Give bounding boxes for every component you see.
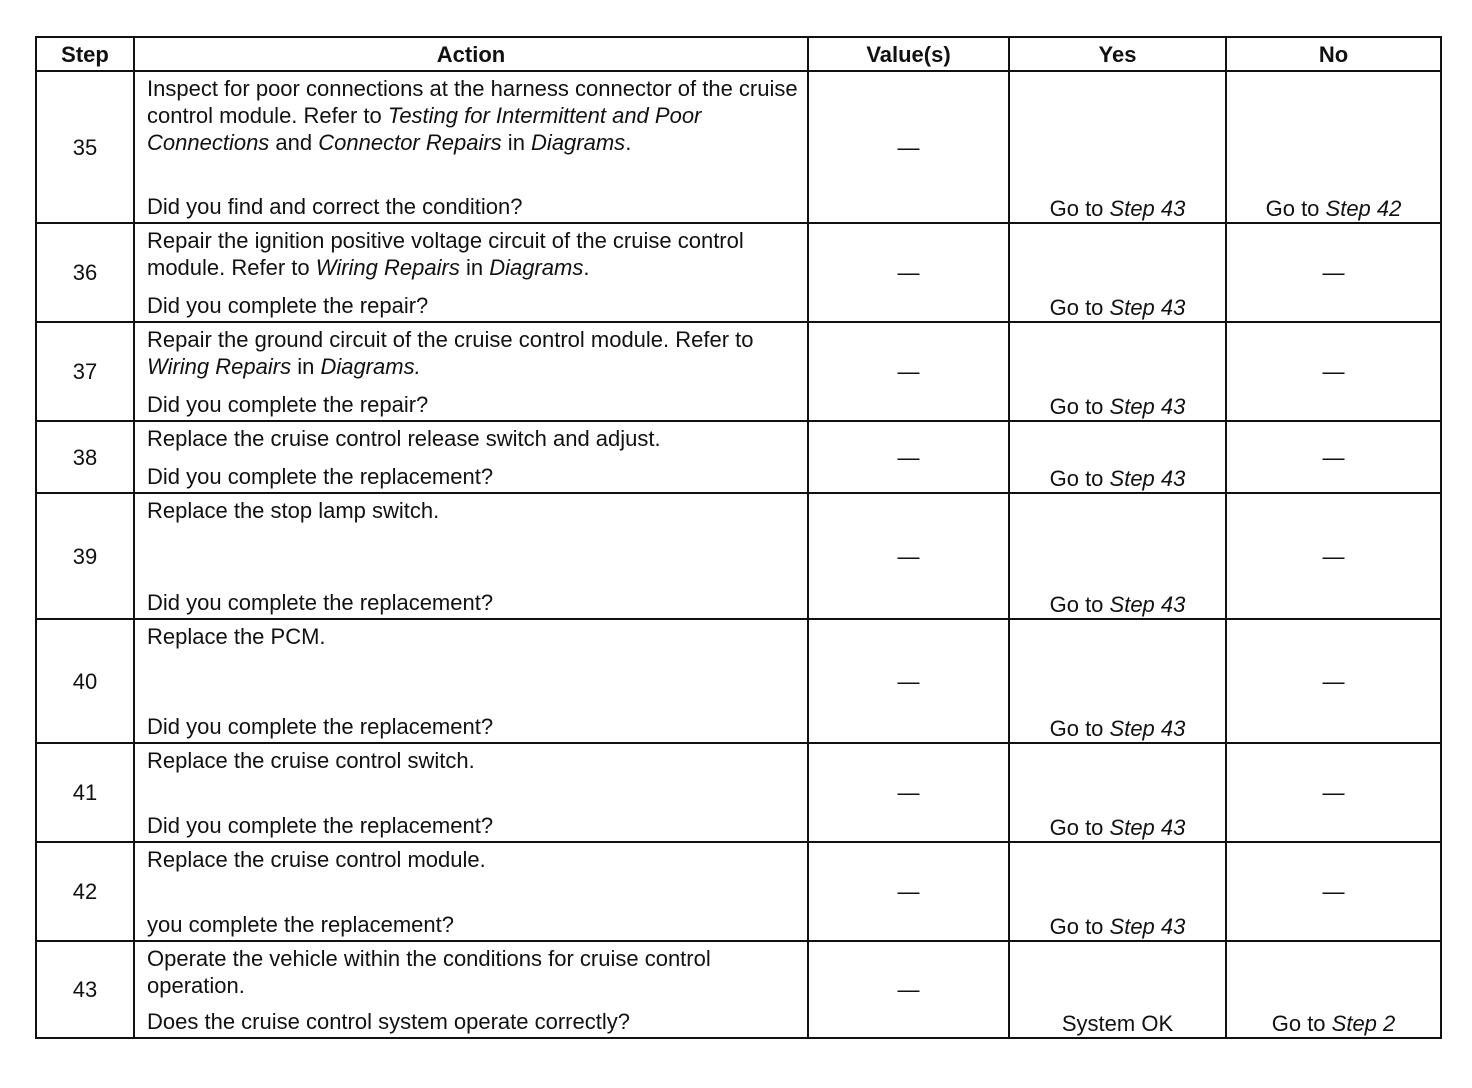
action-question: Did you complete the replacement? — [147, 590, 494, 615]
action-question: Does the cruise control system operate correctly? — [147, 1009, 630, 1034]
action-question: Did you complete the replacement? — [147, 464, 494, 489]
reference-link[interactable]: Testing for Intermittent and Poor Connections — [147, 103, 702, 155]
action-instruction: Replace the stop lamp switch. — [147, 498, 440, 523]
yes-cell: System OK — [1009, 941, 1226, 1038]
reference-link[interactable]: Connector Repairs — [318, 130, 502, 155]
yes-cell[interactable]: Go to Step 43 — [1009, 743, 1226, 842]
reference-link[interactable]: Wiring Repairs — [147, 354, 292, 379]
value-cell: — — [808, 941, 1009, 1038]
value-cell: — — [808, 743, 1009, 842]
action-instruction: Repair the ground circuit of the cruise control module. Refer to Wiring Repairs in Diagrams. — [147, 327, 754, 379]
yes-cell[interactable]: Go to Step 43 — [1009, 71, 1226, 223]
action-question: Did you find and correct the condition? — [147, 194, 523, 219]
action-cell — [134, 619, 808, 743]
table-row — [36, 619, 1441, 743]
action-cell — [134, 71, 808, 223]
action-cell — [134, 223, 808, 322]
action-instruction: Replace the cruise control module. — [147, 847, 486, 872]
yes-cell[interactable]: Go to Step 43 — [1009, 842, 1226, 941]
value-cell: — — [808, 842, 1009, 941]
no-cell: — — [1226, 421, 1441, 493]
header-row — [36, 37, 1441, 71]
yes-cell[interactable]: Go to Step 43 — [1009, 322, 1226, 421]
table-row — [36, 71, 1441, 223]
reference-link[interactable]: Diagrams — [489, 255, 584, 280]
table-row — [36, 941, 1441, 1038]
step-number: 36 — [36, 223, 134, 322]
no-cell: — — [1226, 842, 1441, 941]
step-number: 37 — [36, 322, 134, 421]
value-cell: — — [808, 71, 1009, 223]
action-question: you complete the replacement? — [147, 912, 454, 937]
step-number: 43 — [36, 941, 134, 1038]
diagnostic-table — [35, 36, 1442, 1039]
yes-cell[interactable]: Go to Step 43 — [1009, 619, 1226, 743]
step-number: 39 — [36, 493, 134, 619]
no-cell: — — [1226, 493, 1441, 619]
yes-cell[interactable]: Go to Step 43 — [1009, 421, 1226, 493]
no-cell: — — [1226, 743, 1441, 842]
step-number: 42 — [36, 842, 134, 941]
yes-cell[interactable]: Go to Step 43 — [1009, 493, 1226, 619]
step-number: 38 — [36, 421, 134, 493]
no-cell: — — [1226, 619, 1441, 743]
value-cell: — — [808, 493, 1009, 619]
action-instruction: Operate the vehicle within the conditions for cruise control operation. — [147, 946, 711, 998]
table-row — [36, 421, 1441, 493]
table-row — [36, 743, 1441, 842]
action-cell — [134, 743, 808, 842]
header-no: No — [1226, 37, 1441, 71]
table-row — [36, 322, 1441, 421]
header-values: Value(s) — [808, 37, 1009, 71]
action-instruction: Repair the ignition positive voltage circuit of the cruise control module. Refer to Wiring Repairs in Diagrams. — [147, 228, 744, 280]
action-question: Did you complete the repair? — [147, 293, 429, 318]
value-cell: — — [808, 322, 1009, 421]
no-cell: — — [1226, 223, 1441, 322]
step-number: 41 — [36, 743, 134, 842]
reference-link[interactable]: Wiring Repairs — [315, 255, 460, 280]
no-cell[interactable]: Go to Step 2 — [1226, 941, 1441, 1038]
action-question: Did you complete the repair? — [147, 392, 429, 417]
action-instruction: Replace the PCM. — [147, 624, 326, 649]
header-yes: Yes — [1009, 37, 1226, 71]
reference-link[interactable]: Diagrams — [531, 130, 626, 155]
step-number: 35 — [36, 71, 134, 223]
action-cell — [134, 421, 808, 493]
header-step: Step — [36, 37, 134, 71]
value-cell: — — [808, 619, 1009, 743]
yes-cell[interactable]: Go to Step 43 — [1009, 223, 1226, 322]
action-question: Did you complete the replacement? — [147, 813, 494, 838]
action-instruction: Replace the cruise control release switch and adjust. — [147, 426, 661, 451]
reference-link[interactable]: Diagrams. — [320, 354, 421, 379]
table-row — [36, 223, 1441, 322]
action-instruction: Inspect for poor connections at the harness connector of the cruise control module. Refer to Testing for Intermittent and Poor Connections and Connector Repairs in Diagrams. — [147, 76, 798, 155]
action-instruction: Replace the cruise control switch. — [147, 748, 475, 773]
value-cell: — — [808, 421, 1009, 493]
action-cell — [134, 842, 808, 941]
action-cell — [134, 322, 808, 421]
value-cell: — — [808, 223, 1009, 322]
action-question: Did you complete the replacement? — [147, 714, 494, 739]
table-row — [36, 493, 1441, 619]
action-cell — [134, 941, 808, 1038]
no-cell[interactable]: Go to Step 42 — [1226, 71, 1441, 223]
header-action: Action — [134, 37, 808, 71]
step-number: 40 — [36, 619, 134, 743]
table-row — [36, 842, 1441, 941]
no-cell: — — [1226, 322, 1441, 421]
action-cell — [134, 493, 808, 619]
